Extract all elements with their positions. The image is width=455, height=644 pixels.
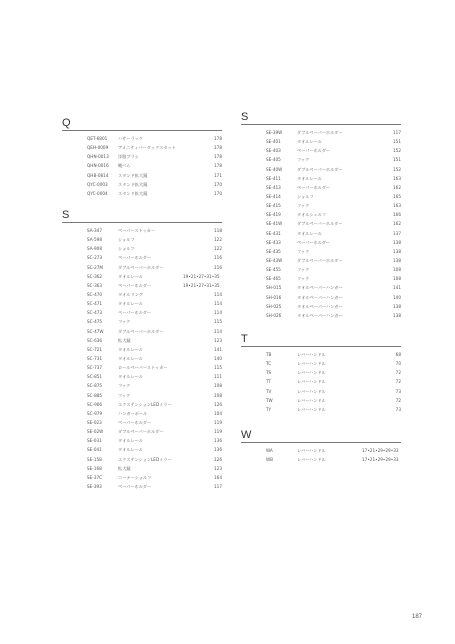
- item-name: ペーパーホルダー: [297, 239, 331, 245]
- index-row: [87, 363, 222, 372]
- item-name: ロールペーパーストッカー: [118, 365, 168, 371]
- item-name: タオルペーパーハンガー: [297, 285, 343, 291]
- page-ref: 114: [214, 291, 222, 297]
- item-name: スタンド拡大鏡: [118, 172, 148, 178]
- index-row: [87, 244, 222, 253]
- page-ref: 119: [214, 419, 222, 425]
- item-code: SE-401: [266, 139, 281, 145]
- item-name: 靴べら: [118, 163, 131, 169]
- index-row: [87, 152, 222, 161]
- index-row: [266, 350, 401, 359]
- page-ref: 104: [214, 410, 222, 416]
- index-row: [87, 143, 222, 152]
- item-name: ダブルペーパーホルダー: [118, 264, 164, 270]
- page-ref: 138: [393, 239, 401, 245]
- item-code: SE-415: [266, 203, 281, 209]
- item-name: タオルペーパーハンガー: [297, 294, 343, 300]
- page-ref: 116: [214, 255, 222, 261]
- item-name: ペーパーホルダー: [118, 255, 152, 261]
- item-name: タオルペーパーハンガー: [297, 303, 343, 309]
- index-row: [87, 226, 222, 235]
- item-name: タオルレール: [118, 273, 143, 279]
- item-code: SA-598: [87, 237, 103, 243]
- item-name: ダブルペーパーホルダー: [297, 130, 343, 135]
- item-code: SE-031: [87, 438, 102, 444]
- item-code: SC-875: [87, 383, 103, 389]
- index-row: [87, 253, 222, 262]
- item-name: ハンガーポール: [118, 410, 148, 416]
- index-row: [87, 263, 222, 272]
- index-row: [266, 293, 401, 302]
- item-name: フック: [118, 392, 131, 398]
- item-name: 拡大鏡: [118, 337, 131, 343]
- item-name: ダブルペーパーホルダー: [118, 429, 164, 435]
- index-row: [87, 372, 222, 381]
- item-name: ペーパーストッカー: [118, 227, 156, 233]
- item-code: SH-015: [266, 285, 282, 291]
- index-row: [266, 377, 401, 386]
- item-code: QHN-0013: [87, 154, 109, 160]
- page-ref: 114: [214, 301, 222, 307]
- page-ref: 108: [214, 383, 222, 389]
- index-row: [266, 201, 401, 210]
- page-ref: 123: [214, 337, 222, 343]
- item-name: タオルシェルフ: [297, 212, 327, 218]
- item-code: SE-413: [266, 184, 281, 190]
- item-code: TS: [266, 370, 272, 376]
- item-name: フック: [297, 248, 310, 254]
- item-name: フック: [297, 157, 310, 163]
- index-row: [266, 274, 401, 283]
- section-w-rows: [241, 446, 401, 464]
- index-row: [87, 345, 222, 354]
- item-code: QEH-0009: [87, 145, 109, 151]
- page-ref: 141: [393, 285, 401, 291]
- page-ref: 115: [214, 319, 222, 325]
- item-name: タオルレール: [118, 447, 143, 453]
- page-ref: 117: [393, 130, 401, 135]
- page-ref: 138: [393, 312, 401, 318]
- page-ref: 119: [214, 429, 222, 435]
- page-ref: 108: [393, 276, 401, 282]
- page-ref: 164: [214, 474, 222, 480]
- index-row: [87, 464, 222, 473]
- item-name: レバーハンドル: [297, 379, 326, 385]
- item-code: SC-27M: [87, 264, 104, 270]
- item-name: ダブルペーパーホルダー: [297, 166, 343, 172]
- item-code: SH-026: [266, 312, 282, 318]
- index-row: [87, 336, 222, 345]
- item-name: ペーパーホルダー: [297, 148, 331, 154]
- item-code: SC-470: [87, 291, 103, 297]
- page-ref: 140: [214, 355, 222, 361]
- item-code: SE-40W: [266, 166, 283, 172]
- item-name: フック: [297, 203, 310, 209]
- index-row: [87, 381, 222, 390]
- item-code: SE-041: [87, 447, 102, 453]
- index-row: [266, 446, 401, 455]
- item-code: SC-363: [87, 282, 103, 288]
- item-code: QET-6801: [87, 136, 108, 141]
- item-code: WA: [266, 447, 273, 453]
- page-ref: 162: [393, 221, 401, 227]
- item-name: タオルリング: [118, 291, 144, 297]
- index-row: [266, 405, 401, 414]
- item-name: タオルレール: [118, 355, 143, 361]
- item-code: SC-906: [87, 401, 103, 407]
- page-ref: 152: [393, 166, 401, 172]
- page-ref: 70: [395, 361, 401, 367]
- page-ref: 72: [395, 379, 401, 385]
- page-ref: 178: [214, 163, 222, 169]
- item-name: ダブルペーパーホルダー: [297, 257, 343, 263]
- page-ref: 108: [393, 267, 401, 273]
- index-row: [87, 473, 222, 482]
- index-row: [266, 183, 401, 192]
- page-ref: 170: [214, 190, 222, 196]
- index-row: [266, 210, 401, 219]
- index-row: [87, 308, 222, 317]
- item-code: SC-273: [87, 255, 103, 261]
- item-name: レバーハンドル: [297, 447, 326, 453]
- item-code: SE-37C: [87, 474, 103, 480]
- item-code: SH-016: [266, 294, 282, 300]
- index-row: [266, 238, 401, 247]
- item-name: レバーハンドル: [297, 370, 326, 376]
- page-ref: 178: [214, 154, 222, 160]
- index-row: [87, 299, 222, 308]
- page-ref: 111: [214, 374, 222, 380]
- item-name: タオルレール: [297, 175, 322, 181]
- page-ref: 165: [393, 193, 401, 199]
- item-code: SE-02W: [87, 429, 104, 435]
- item-code: SE-433: [266, 239, 281, 245]
- item-code: SE-411: [266, 175, 281, 181]
- index-row: [87, 134, 222, 143]
- index-row: [87, 327, 222, 336]
- index-row: [87, 281, 222, 290]
- item-code: SE-465: [266, 276, 281, 282]
- section-q-rows: [62, 134, 222, 198]
- item-name: フック: [297, 276, 310, 282]
- index-row: [87, 272, 222, 281]
- page-ref: 138: [393, 248, 401, 254]
- item-name: ダブルペーパーホルダー: [297, 221, 343, 227]
- item-code: SE-168: [87, 465, 102, 471]
- index-row: [87, 235, 222, 244]
- index-row: [87, 409, 222, 418]
- page-ref: 126: [214, 401, 222, 407]
- page-ref: 17•21•29•29•33: [362, 447, 399, 453]
- page-ref: 73: [395, 406, 401, 412]
- page-ref: 152: [393, 148, 401, 154]
- index-row: [87, 445, 222, 454]
- page-ref: 19•21•27•31•35: [183, 282, 220, 288]
- item-name: フック: [118, 383, 131, 389]
- section-s-continued-rows: [241, 128, 401, 320]
- item-code: SC-47W: [87, 328, 104, 334]
- page-ref: 68: [395, 351, 401, 357]
- index-row: [266, 302, 401, 311]
- index-row: [87, 171, 222, 180]
- item-name: コーナーショルフ: [118, 474, 152, 480]
- item-name: ペーパーホルダー: [118, 310, 152, 316]
- index-row: [266, 137, 401, 146]
- page-ref: 17•21•29•29•33: [362, 457, 399, 463]
- page-ref: 118: [214, 227, 222, 233]
- section-heading-t: T: [241, 332, 401, 347]
- page-ref: 72: [395, 397, 401, 403]
- page-ref: 138: [393, 303, 401, 309]
- item-code: SE-39W: [266, 130, 283, 135]
- index-row: [266, 165, 401, 174]
- page-ref: 115: [214, 365, 222, 371]
- index-row: [266, 311, 401, 320]
- item-name: フック: [297, 267, 310, 273]
- item-name: レバーハンドル: [297, 397, 326, 403]
- index-row: [87, 418, 222, 427]
- item-name: タオルレール: [118, 438, 143, 444]
- page-ref: 123: [214, 465, 222, 471]
- item-name: フック: [118, 319, 131, 325]
- index-row: [266, 219, 401, 228]
- item-name: エクステンションLEDミラー: [118, 456, 172, 462]
- index-row: [266, 455, 401, 464]
- item-code: SE-431: [266, 230, 281, 236]
- item-code: TT: [266, 379, 272, 385]
- section-heading-q: Q: [62, 116, 222, 131]
- item-code: SC-362: [87, 273, 103, 279]
- item-name: ペーパーホルダー: [118, 483, 152, 489]
- item-name: レバーハンドル: [297, 361, 326, 367]
- item-code: SC-473: [87, 310, 103, 316]
- index-row: [87, 180, 222, 189]
- item-code: SC-731: [87, 355, 103, 361]
- index-row: [266, 256, 401, 265]
- page-ref: 73: [395, 388, 401, 394]
- item-name: スタンド拡大鏡: [118, 190, 148, 196]
- index-row: [87, 161, 222, 170]
- item-code: SE-158: [87, 456, 102, 462]
- index-row: [87, 482, 222, 491]
- index-row: [266, 368, 401, 377]
- page-ref: 141: [214, 346, 222, 352]
- item-code: SC-636: [87, 337, 103, 343]
- item-code: SC-885: [87, 392, 103, 398]
- index-row: [87, 400, 222, 409]
- item-code: SC-475: [87, 319, 103, 325]
- item-name: タオルレール: [297, 139, 322, 145]
- page-number: 187: [412, 614, 423, 620]
- item-name: タオルレール: [118, 346, 143, 352]
- page-ref: 178: [214, 136, 222, 141]
- item-name: レバーハンドル: [297, 406, 326, 412]
- index-row: [87, 391, 222, 400]
- item-name: ショルフ: [297, 193, 314, 199]
- item-code: SC-737: [87, 365, 103, 371]
- page-ref: 72: [395, 370, 401, 376]
- index-row: [87, 455, 222, 464]
- item-name: タオルペーパーハンガー: [297, 312, 343, 318]
- item-code: TC: [266, 361, 272, 367]
- item-code: SE-455: [266, 267, 281, 273]
- page-ref: 151: [393, 157, 401, 163]
- index-row: [266, 192, 401, 201]
- item-name: ペーパーホルダー: [118, 282, 152, 288]
- item-code: SE-414: [266, 193, 281, 199]
- right-column: [241, 110, 401, 464]
- item-name: ショルフ: [118, 246, 135, 252]
- item-code: QHN-0016: [87, 163, 109, 169]
- item-code: SE-023: [87, 419, 102, 425]
- page-ref: 19•21•27•31•35: [183, 273, 220, 279]
- page-ref: 116: [214, 264, 222, 270]
- page-ref: 178: [214, 145, 222, 151]
- item-code: TW: [266, 397, 273, 403]
- index-row: [266, 229, 401, 238]
- index-row: [266, 155, 401, 164]
- page-ref: 138: [393, 257, 401, 263]
- page-ref: 151: [393, 139, 401, 145]
- item-code: SE-403: [266, 148, 281, 154]
- item-code: SE-405: [266, 157, 281, 163]
- index-row: [87, 427, 222, 436]
- index-row: [87, 354, 222, 363]
- index-row: [266, 396, 401, 405]
- item-code: QYC-0003: [87, 181, 108, 187]
- page-ref: 117: [214, 483, 222, 489]
- item-code: SH-025: [266, 303, 282, 309]
- item-name: 洋服ブラシ: [118, 154, 139, 160]
- item-name: タオルレール: [118, 374, 143, 380]
- index-row: [266, 283, 401, 292]
- page-ref: 108: [214, 392, 222, 398]
- item-name: ハサーラック: [118, 136, 144, 141]
- index-row: [266, 174, 401, 183]
- index-row: [266, 359, 401, 368]
- item-code: TB: [266, 351, 272, 357]
- item-code: SA-347: [87, 227, 103, 233]
- item-name: ペーパーホルダー: [297, 184, 331, 190]
- item-code: WB: [266, 457, 274, 463]
- page-ref: 170: [214, 181, 222, 187]
- page-ref: 162: [393, 184, 401, 190]
- item-name: レバーハンドル: [297, 457, 326, 463]
- section-heading-s-continued: S: [241, 110, 401, 125]
- page-ref: 114: [214, 310, 222, 316]
- item-code: TY: [266, 406, 272, 412]
- item-name: レバーハンドル: [297, 351, 326, 357]
- item-code: SE-41W: [266, 221, 283, 227]
- item-code: SE-393: [87, 483, 102, 489]
- item-name: エクステンションLEDミラー: [118, 401, 172, 407]
- page-ref: 166: [393, 212, 401, 218]
- index-row: [87, 290, 222, 299]
- item-code: SE-43W: [266, 257, 283, 263]
- item-name: アメニティバーダックスセット: [118, 145, 176, 151]
- item-code: QHB-0814: [87, 172, 109, 178]
- index-row: [87, 189, 222, 198]
- page-ref: 126: [214, 456, 222, 462]
- item-code: SC-471: [87, 301, 103, 307]
- index-row: [266, 265, 401, 274]
- item-name: ペーパーホルダー: [118, 419, 152, 425]
- left-column: [62, 116, 222, 491]
- item-name: レバーハンドル: [297, 388, 326, 394]
- page-ref: 140: [393, 294, 401, 300]
- page-ref: 163: [393, 203, 401, 209]
- item-name: ダブルペーパーホルダー: [118, 328, 164, 334]
- item-code: SE-419: [266, 212, 281, 218]
- page-ref: 122: [214, 237, 222, 243]
- page-ref: 171: [214, 172, 222, 178]
- item-code: SA-908: [87, 246, 103, 252]
- item-name: タオルレール: [297, 230, 322, 236]
- page-ref: 137: [393, 230, 401, 236]
- item-code: TV: [266, 388, 272, 394]
- page-ref: 122: [214, 246, 222, 252]
- section-heading-w: W: [241, 428, 401, 443]
- item-code: SC-721: [87, 346, 103, 352]
- page-ref: 136: [214, 438, 222, 444]
- item-name: スタンド拡大鏡: [118, 181, 148, 187]
- section-heading-s: S: [62, 208, 222, 223]
- item-code: QYC-0004: [87, 190, 108, 196]
- section-s-rows: [62, 226, 222, 491]
- index-row: [266, 387, 401, 396]
- index-row: [266, 146, 401, 155]
- section-t-rows: [241, 350, 401, 414]
- index-row: [266, 128, 401, 137]
- page-ref: 114: [214, 328, 222, 334]
- page-ref: 163: [393, 175, 401, 181]
- index-row: [87, 317, 222, 326]
- item-name: ショルフ: [118, 237, 135, 243]
- index-row: [87, 436, 222, 445]
- page-ref: 136: [214, 447, 222, 453]
- item-code: SC-851: [87, 374, 103, 380]
- item-code: SC-979: [87, 410, 103, 416]
- index-row: [266, 247, 401, 256]
- item-code: SE-435: [266, 248, 281, 254]
- item-name: タオルレール: [118, 301, 143, 307]
- item-name: 拡大鏡: [118, 465, 131, 471]
